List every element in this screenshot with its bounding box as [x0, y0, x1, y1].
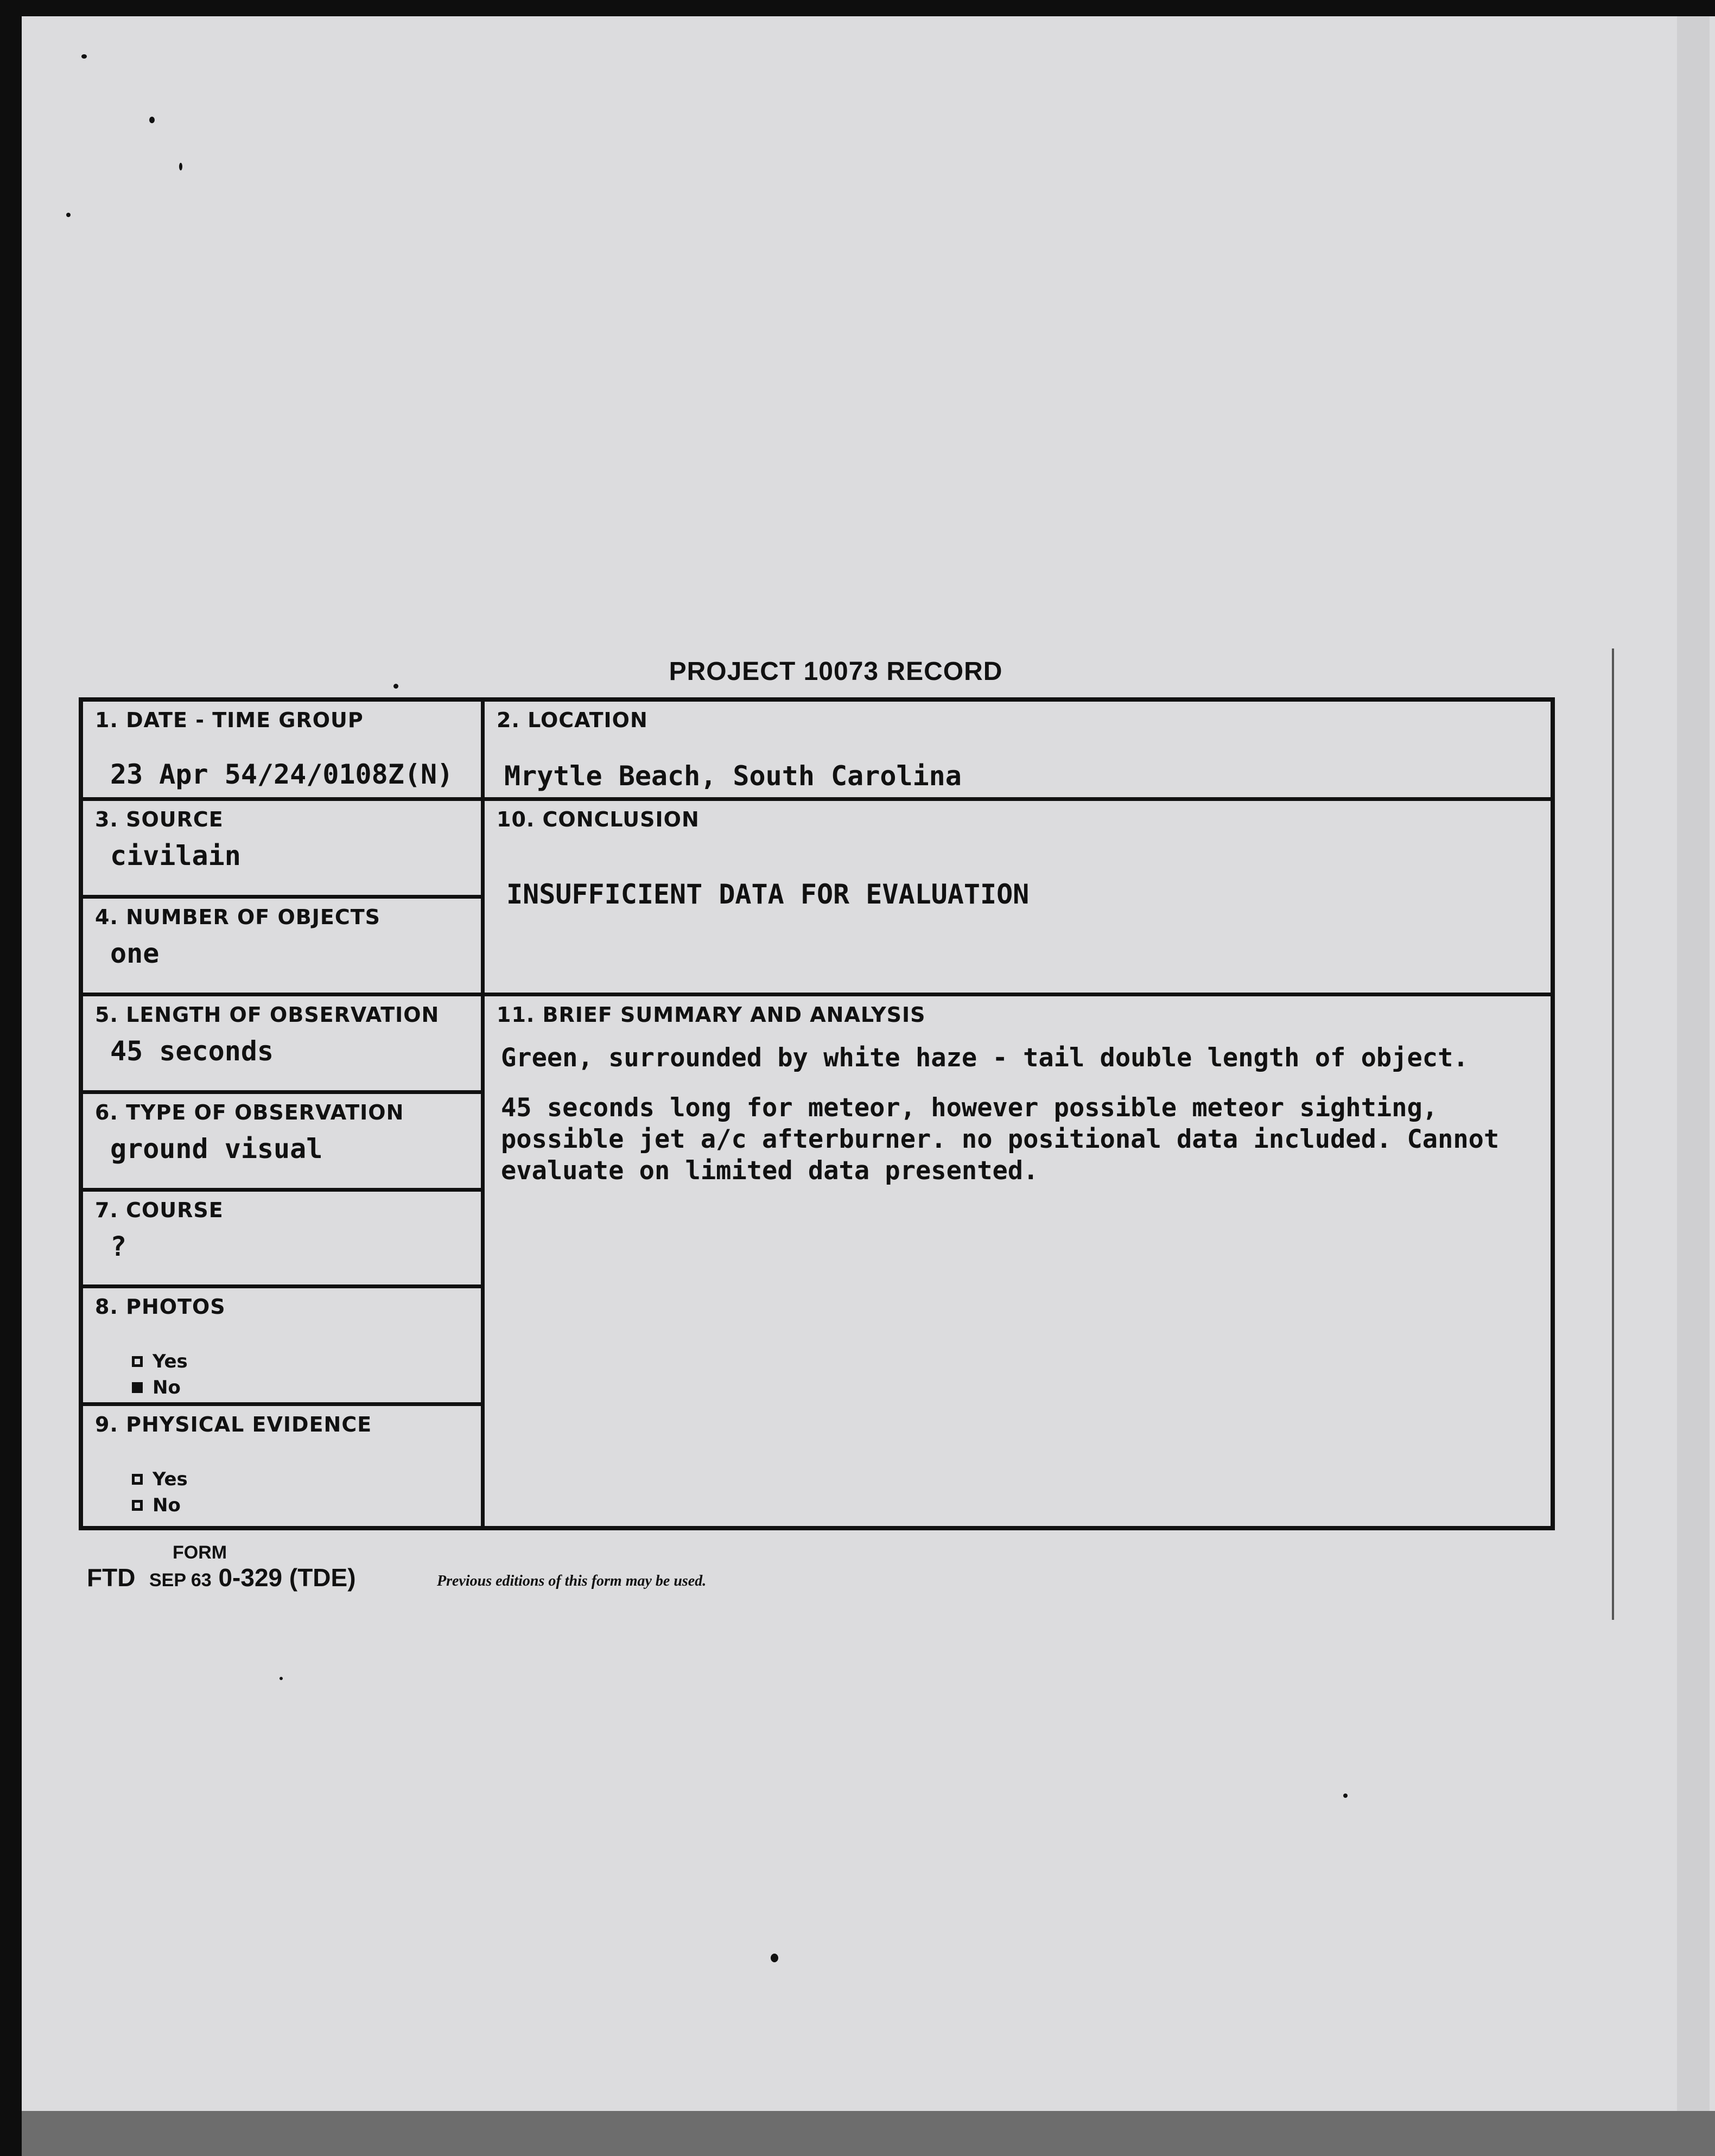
physical-evidence-yes-checkbox	[132, 1474, 143, 1485]
number-of-objects-cell	[83, 899, 481, 996]
physical-evidence-no-checkbox	[132, 1500, 143, 1511]
scan-speck	[280, 1677, 283, 1680]
photos-yes-checkbox	[132, 1356, 143, 1367]
location-label: 2. LOCATION	[497, 708, 648, 732]
location-cell	[485, 702, 1551, 801]
type-of-observation-cell	[83, 1094, 481, 1192]
scan-speck	[179, 163, 182, 170]
date-time-group-value: 23 Apr 54/24/0108Z(N)	[110, 759, 454, 790]
scan-speck	[1343, 1794, 1348, 1798]
summary-label: 11. BRIEF SUMMARY AND ANALYSIS	[497, 1003, 926, 1027]
footer-note: Previous editions of this form may be used.	[437, 1573, 707, 1589]
scan-speck	[1612, 648, 1614, 1620]
physical-evidence-cell	[83, 1406, 481, 1526]
length-of-observation-cell	[83, 996, 481, 1094]
scan-speck	[393, 684, 398, 689]
scan-speck	[81, 54, 87, 59]
course-value: ?	[110, 1231, 127, 1262]
course-label: 7. COURSE	[95, 1198, 224, 1222]
number-of-objects-value: one	[110, 938, 160, 969]
photos-no-label: No	[153, 1377, 181, 1398]
course-cell	[83, 1192, 481, 1288]
source-value: civilain	[110, 840, 241, 872]
physical-evidence-no-option	[132, 1494, 181, 1516]
source-label: 3. SOURCE	[95, 807, 224, 831]
type-of-observation-label: 6. TYPE OF OBSERVATION	[95, 1101, 404, 1124]
photos-yes-label: Yes	[153, 1351, 188, 1372]
photos-cell	[83, 1288, 481, 1406]
footer-form-date: SEP 63	[149, 1570, 212, 1591]
source-cell	[83, 801, 481, 899]
conclusion-value: INSUFFICIENT DATA FOR EVALUATION	[506, 879, 1030, 910]
summary-text	[501, 1042, 1540, 1205]
physical-evidence-label: 9. PHYSICAL EVIDENCE	[95, 1413, 372, 1436]
scan-speck	[66, 213, 71, 217]
form-right-column	[485, 702, 1551, 1526]
summary-paragraph: 45 seconds long for meteor, however possible meteor sighting, possible jet a/c afterburner. no positional data included. Cannot evaluate on limited data presented.	[501, 1093, 1500, 1186]
conclusion-cell	[485, 801, 1551, 996]
date-time-group-cell	[83, 702, 481, 801]
footer-form-word: FORM	[173, 1542, 227, 1563]
length-of-observation-value: 45 seconds	[110, 1035, 274, 1067]
location-value: Mrytle Beach, South Carolina	[504, 760, 962, 792]
footer-form-number: 0-329 (TDE)	[218, 1563, 356, 1592]
photos-no-checkbox	[132, 1382, 143, 1393]
summary-cell	[485, 996, 1551, 1526]
scan-bottom-band	[22, 2111, 1715, 2156]
footer-form-id	[87, 1563, 356, 1592]
summary-paragraph: Green, surrounded by white haze - tail double length of object.	[501, 1043, 1469, 1073]
photos-no-option	[132, 1377, 181, 1398]
project-record-form	[79, 697, 1555, 1530]
number-of-objects-label: 4. NUMBER OF OBJECTS	[95, 905, 381, 929]
photos-yes-option	[132, 1351, 188, 1372]
length-of-observation-label: 5. LENGTH OF OBSERVATION	[95, 1003, 440, 1027]
physical-evidence-yes-label: Yes	[153, 1468, 188, 1490]
form-title: PROJECT 10073 RECORD	[669, 657, 1003, 686]
photos-label: 8. PHOTOS	[95, 1295, 226, 1319]
scan-speck	[149, 117, 155, 123]
footer-form-prefix: FTD	[87, 1563, 136, 1592]
date-time-group-label: 1. DATE - TIME GROUP	[95, 708, 364, 732]
scan-speck	[771, 1954, 778, 1962]
form-left-column	[83, 702, 485, 1526]
paper-edge	[1677, 16, 1710, 2149]
physical-evidence-no-label: No	[153, 1494, 181, 1516]
conclusion-label: 10. CONCLUSION	[497, 807, 700, 831]
type-of-observation-value: ground visual	[110, 1133, 323, 1165]
physical-evidence-yes-option	[132, 1468, 188, 1490]
